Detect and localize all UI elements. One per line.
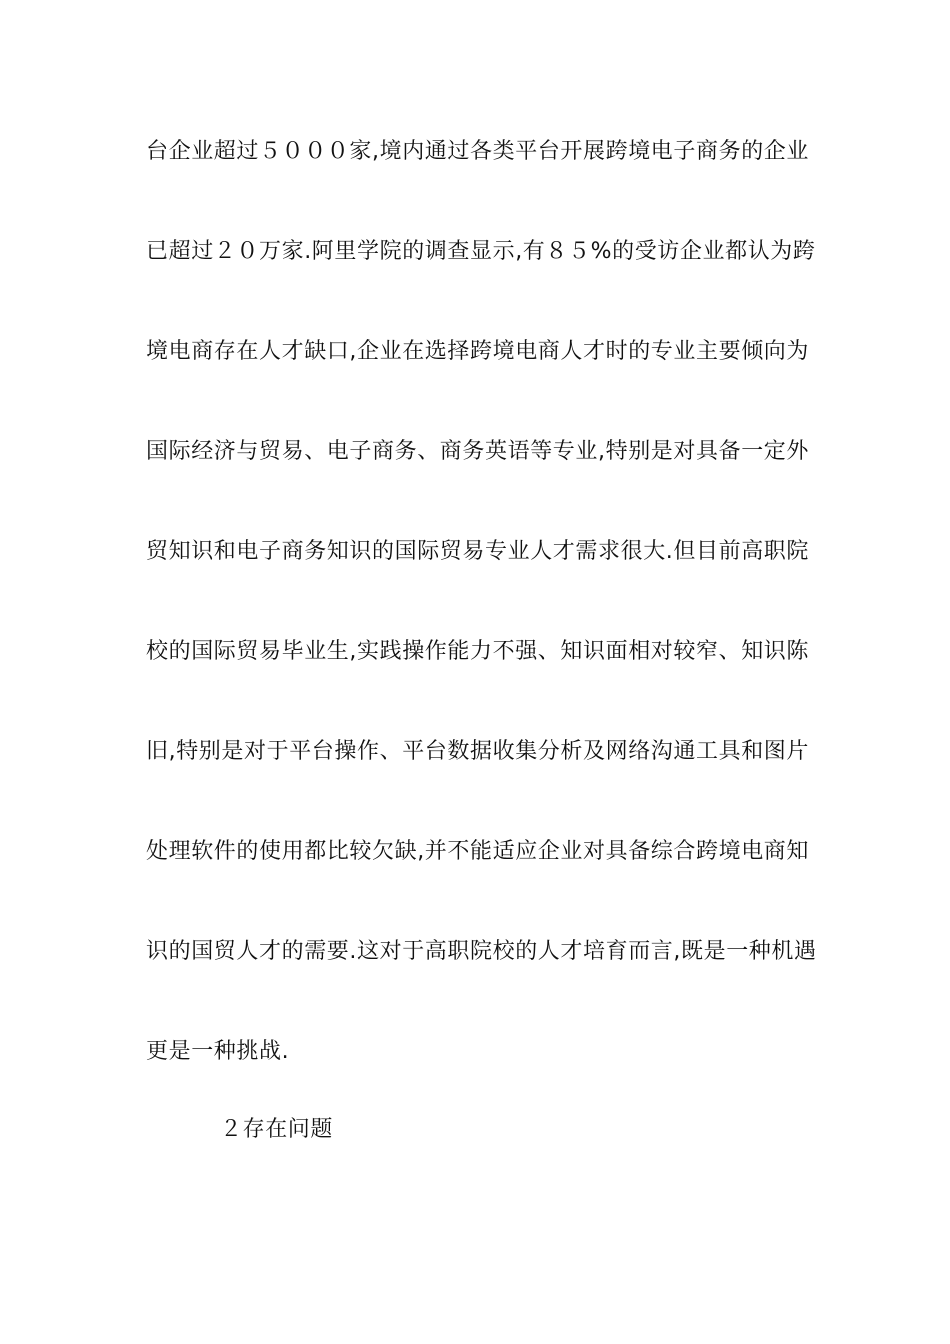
paragraph-line: 处理软件的使用都比较欠缺,并不能适应企业对具备综合跨境电商知	[146, 839, 809, 864]
paragraph-line: 校的国际贸易毕业生,实践操作能力不强、知识面相对较窄、知识陈	[146, 639, 809, 664]
paragraph-line: 已超过２０万家.阿里学院的调查显示,有８５%的受访企业都认为跨	[146, 239, 816, 264]
paragraph-line: 境电商存在人才缺口,企业在选择跨境电商人才时的专业主要倾向为	[146, 339, 809, 364]
paragraph-line: 台企业超过５０００家,境内通过各类平台开展跨境电子商务的企业	[146, 139, 809, 164]
paragraph-line: 识的国贸人才的需要.这对于高职院校的人才培育而言,既是一种机遇	[146, 939, 817, 964]
paragraph-line: 旧,特别是对于平台操作、平台数据收集分析及网络沟通工具和图片	[146, 739, 809, 764]
paragraph-line: 国际经济与贸易、电子商务、商务英语等专业,特别是对具备一定外	[146, 439, 809, 464]
paragraph-line: 更是一种挑战.	[146, 1039, 290, 1064]
paragraph-line: 贸知识和电子商务知识的国际贸易专业人才需求很大.但目前高职院	[146, 539, 809, 564]
section-heading: ２存在问题	[220, 1117, 334, 1142]
